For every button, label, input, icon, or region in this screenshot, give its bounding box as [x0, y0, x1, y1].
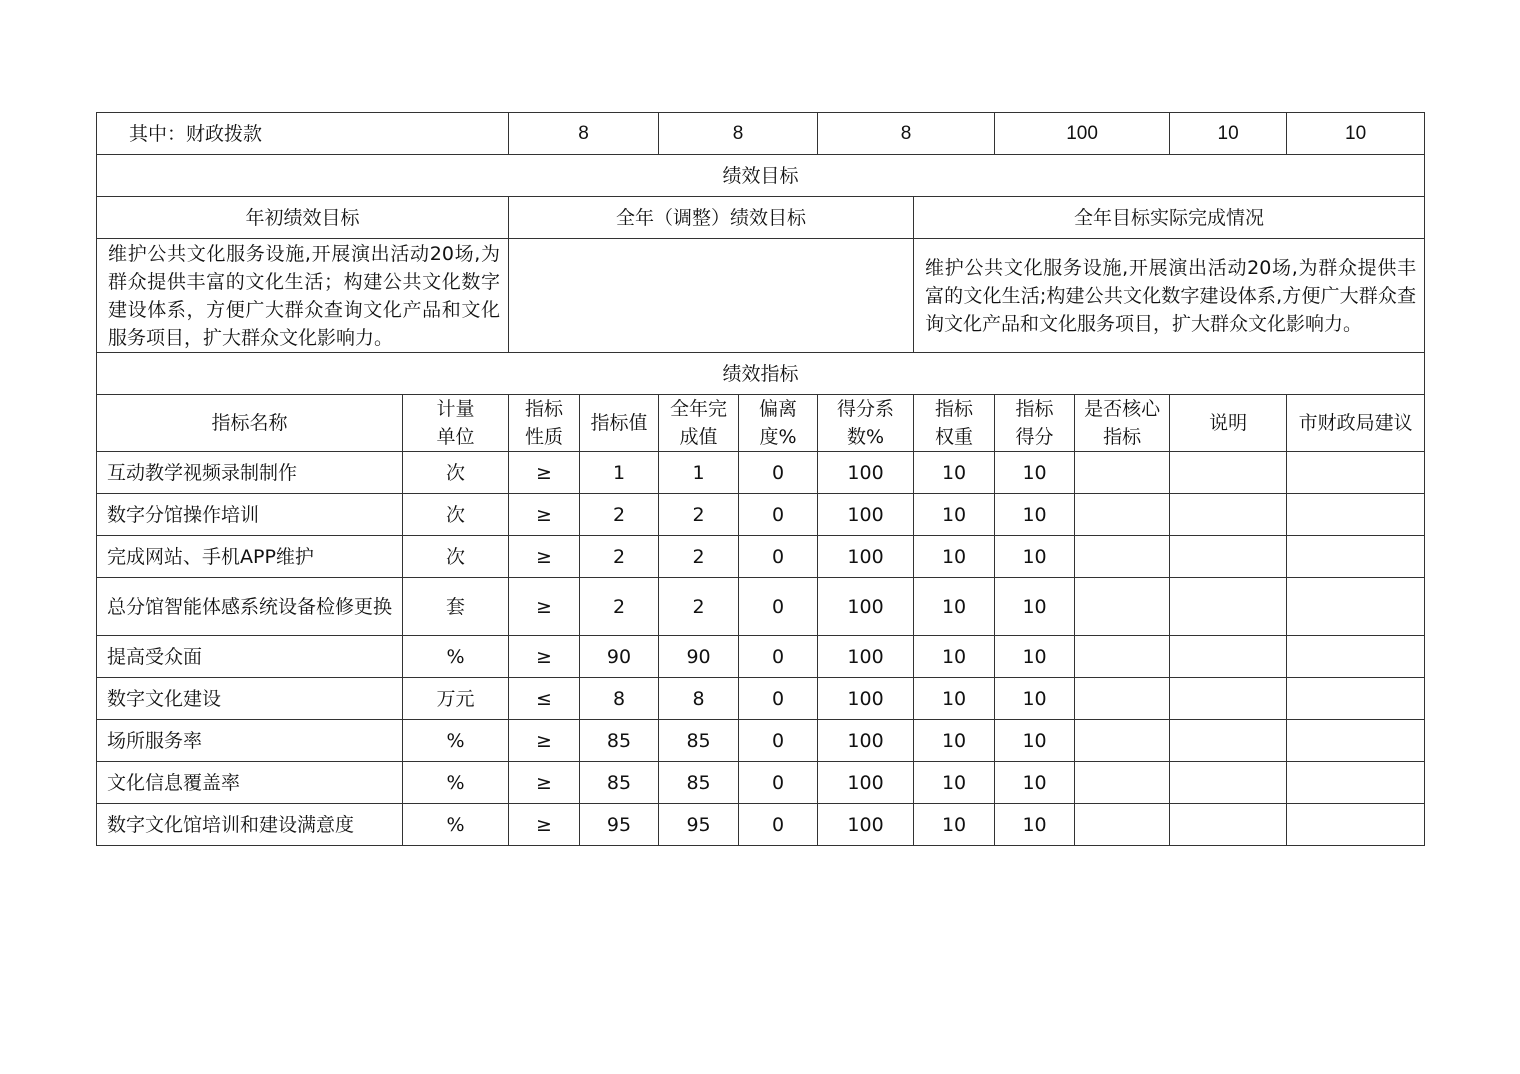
cell-unit: % — [403, 762, 509, 804]
cell-deviation: 0 — [739, 720, 818, 762]
cell-indicator-name: 总分馆智能体感系统设备检修更换 — [97, 578, 403, 636]
funding-cell: 8 — [509, 113, 659, 155]
cell-weight: 10 — [914, 762, 995, 804]
cell-core-indicator — [1075, 578, 1170, 636]
cell-score-coefficient: 100 — [818, 536, 914, 578]
cell-nature: ≥ — [509, 762, 580, 804]
funding-label: 其中：财政拨款 — [97, 113, 509, 155]
goals-section-title: 绩效目标 — [97, 155, 1425, 197]
cell-unit: 万元 — [403, 678, 509, 720]
goals-initial-text: 维护公共文化服务设施,开展演出活动20场,为群众提供丰富的文化生活；构建公共文化数字建设体系，方便广大群众查询文化产品和文化服务项目，扩大群众文化影响力。 — [97, 239, 509, 353]
header-score-coefficient: 得分系数% — [818, 395, 914, 452]
cell-weight: 10 — [914, 636, 995, 678]
cell-target-value: 85 — [580, 720, 659, 762]
cell-indicator-name: 数字文化建设 — [97, 678, 403, 720]
indicators-header-row — [97, 395, 1425, 452]
cell-core-indicator — [1075, 804, 1170, 846]
goals-header-adjusted: 全年（调整）绩效目标 — [509, 197, 914, 239]
cell-actual-value: 2 — [659, 536, 739, 578]
cell-target-value: 95 — [580, 804, 659, 846]
cell-target-value: 90 — [580, 636, 659, 678]
cell-unit: 次 — [403, 494, 509, 536]
cell-score-coefficient: 100 — [818, 678, 914, 720]
table-row — [97, 536, 1425, 578]
indicators-section-title: 绩效指标 — [97, 353, 1425, 395]
cell-core-indicator — [1075, 762, 1170, 804]
header-target-value: 指标值 — [580, 395, 659, 452]
funding-cell: 10 — [1287, 113, 1425, 155]
cell-finance-suggestion — [1287, 578, 1425, 636]
cell-unit: % — [403, 720, 509, 762]
cell-weight: 10 — [914, 452, 995, 494]
cell-finance-suggestion — [1287, 636, 1425, 678]
header-score: 指标得分 — [995, 395, 1075, 452]
cell-actual-value: 90 — [659, 636, 739, 678]
funding-cell: 10 — [1170, 113, 1287, 155]
cell-note — [1170, 762, 1287, 804]
goals-header-actual: 全年目标实际完成情况 — [914, 197, 1425, 239]
cell-deviation: 0 — [739, 536, 818, 578]
cell-target-value: 2 — [580, 536, 659, 578]
cell-finance-suggestion — [1287, 804, 1425, 846]
cell-note — [1170, 578, 1287, 636]
cell-note — [1170, 452, 1287, 494]
cell-target-value: 8 — [580, 678, 659, 720]
cell-finance-suggestion — [1287, 720, 1425, 762]
cell-note — [1170, 494, 1287, 536]
cell-core-indicator — [1075, 720, 1170, 762]
cell-unit: % — [403, 636, 509, 678]
cell-actual-value: 85 — [659, 720, 739, 762]
cell-deviation: 0 — [739, 452, 818, 494]
header-deviation: 偏离度% — [739, 395, 818, 452]
cell-target-value: 1 — [580, 452, 659, 494]
cell-note — [1170, 804, 1287, 846]
cell-indicator-name: 完成网站、手机APP维护 — [97, 536, 403, 578]
cell-note — [1170, 636, 1287, 678]
cell-indicator-name: 互动教学视频录制制作 — [97, 452, 403, 494]
cell-score: 10 — [995, 636, 1075, 678]
cell-score-coefficient: 100 — [818, 762, 914, 804]
cell-score-coefficient: 100 — [818, 804, 914, 846]
header-indicator-name: 指标名称 — [97, 395, 403, 452]
cell-finance-suggestion — [1287, 762, 1425, 804]
cell-score-coefficient: 100 — [818, 720, 914, 762]
cell-note — [1170, 720, 1287, 762]
cell-score: 10 — [995, 678, 1075, 720]
cell-indicator-name: 文化信息覆盖率 — [97, 762, 403, 804]
cell-core-indicator — [1075, 678, 1170, 720]
table-row — [97, 452, 1425, 494]
cell-unit: 次 — [403, 452, 509, 494]
goals-adjusted-text — [509, 239, 914, 353]
header-finance-suggestion: 市财政局建议 — [1287, 395, 1425, 452]
cell-score-coefficient: 100 — [818, 452, 914, 494]
funding-cell: 100 — [995, 113, 1170, 155]
cell-weight: 10 — [914, 536, 995, 578]
funding-cell: 8 — [659, 113, 818, 155]
cell-finance-suggestion — [1287, 536, 1425, 578]
cell-score-coefficient: 100 — [818, 636, 914, 678]
cell-nature: ≥ — [509, 452, 580, 494]
cell-unit: 次 — [403, 536, 509, 578]
cell-actual-value: 95 — [659, 804, 739, 846]
funding-row — [97, 113, 1425, 155]
cell-deviation: 0 — [739, 762, 818, 804]
cell-note — [1170, 536, 1287, 578]
performance-table — [96, 112, 1425, 846]
cell-core-indicator — [1075, 452, 1170, 494]
cell-nature: ≥ — [509, 636, 580, 678]
cell-score: 10 — [995, 452, 1075, 494]
cell-indicator-name: 数字文化馆培训和建设满意度 — [97, 804, 403, 846]
cell-deviation: 0 — [739, 494, 818, 536]
funding-cell: 8 — [818, 113, 995, 155]
cell-nature: ≥ — [509, 720, 580, 762]
cell-unit: 套 — [403, 578, 509, 636]
header-note: 说明 — [1170, 395, 1287, 452]
table-row — [97, 804, 1425, 846]
cell-indicator-name: 场所服务率 — [97, 720, 403, 762]
table-row — [97, 678, 1425, 720]
cell-target-value: 85 — [580, 762, 659, 804]
cell-nature: ≥ — [509, 494, 580, 536]
cell-nature: ≥ — [509, 536, 580, 578]
table-row — [97, 494, 1425, 536]
cell-score: 10 — [995, 804, 1075, 846]
cell-nature: ≥ — [509, 804, 580, 846]
cell-target-value: 2 — [580, 494, 659, 536]
cell-score-coefficient: 100 — [818, 578, 914, 636]
cell-actual-value: 2 — [659, 578, 739, 636]
indicator-rows — [97, 452, 1425, 846]
cell-core-indicator — [1075, 636, 1170, 678]
cell-actual-value: 85 — [659, 762, 739, 804]
cell-note — [1170, 678, 1287, 720]
cell-indicator-name: 数字分馆操作培训 — [97, 494, 403, 536]
cell-actual-value: 2 — [659, 494, 739, 536]
cell-deviation: 0 — [739, 678, 818, 720]
header-weight: 指标权重 — [914, 395, 995, 452]
cell-actual-value: 8 — [659, 678, 739, 720]
header-nature: 指标性质 — [509, 395, 580, 452]
cell-nature: ≤ — [509, 678, 580, 720]
header-core-indicator: 是否核心指标 — [1075, 395, 1170, 452]
cell-target-value: 2 — [580, 578, 659, 636]
table-row — [97, 578, 1425, 636]
cell-nature: ≥ — [509, 578, 580, 636]
cell-finance-suggestion — [1287, 452, 1425, 494]
cell-score: 10 — [995, 494, 1075, 536]
table-row — [97, 762, 1425, 804]
cell-deviation: 0 — [739, 804, 818, 846]
cell-score-coefficient: 100 — [818, 494, 914, 536]
cell-score: 10 — [995, 578, 1075, 636]
cell-core-indicator — [1075, 536, 1170, 578]
table-row — [97, 720, 1425, 762]
cell-indicator-name: 提高受众面 — [97, 636, 403, 678]
cell-core-indicator — [1075, 494, 1170, 536]
table-row — [97, 636, 1425, 678]
header-actual-value: 全年完成值 — [659, 395, 739, 452]
cell-weight: 10 — [914, 578, 995, 636]
cell-deviation: 0 — [739, 636, 818, 678]
cell-weight: 10 — [914, 494, 995, 536]
cell-weight: 10 — [914, 720, 995, 762]
cell-finance-suggestion — [1287, 678, 1425, 720]
cell-score: 10 — [995, 720, 1075, 762]
cell-deviation: 0 — [739, 578, 818, 636]
cell-weight: 10 — [914, 678, 995, 720]
goals-header-initial: 年初绩效目标 — [97, 197, 509, 239]
cell-weight: 10 — [914, 804, 995, 846]
goals-actual-text: 维护公共文化服务设施,开展演出活动20场,为群众提供丰富的文化生活;构建公共文化数字建设体系,方便广大群众查询文化产品和文化服务项目，扩大群众文化影响力。 — [914, 239, 1425, 353]
cell-actual-value: 1 — [659, 452, 739, 494]
cell-score: 10 — [995, 762, 1075, 804]
cell-score: 10 — [995, 536, 1075, 578]
cell-finance-suggestion — [1287, 494, 1425, 536]
cell-unit: % — [403, 804, 509, 846]
header-unit: 计量单位 — [403, 395, 509, 452]
